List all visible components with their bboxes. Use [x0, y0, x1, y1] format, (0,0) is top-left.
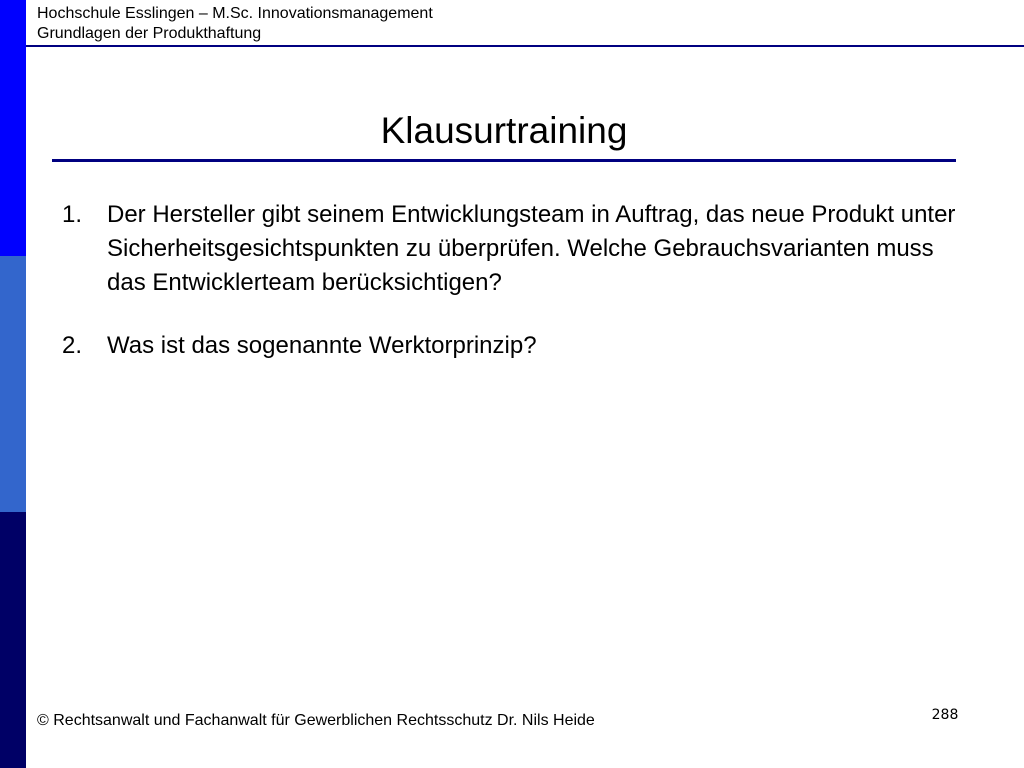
question-text: Der Hersteller gibt seinem Entwicklungsteam in Auftrag, das neue Produkt unter Sicherheitsgesichtspunkten zu überprüfen. Welche Gebrauchsvarianten muss das Entwicklerteam berücksichtigen? — [107, 201, 956, 296]
side-bar-bottom-segment — [0, 512, 26, 768]
header-institution: Hochschule Esslingen – M.Sc. Innovationsmanagement — [37, 5, 433, 22]
question-number: 1. — [62, 201, 83, 228]
title-underline — [52, 159, 956, 162]
question-text: Was ist das sogenannte Werktorprinzip? — [107, 332, 537, 359]
question-list — [62, 198, 962, 392]
slide-header — [37, 4, 433, 44]
footer-copyright: © Rechtsanwalt und Fachanwalt für Gewerblichen Rechtsschutz Dr. Nils Heide — [37, 712, 595, 729]
question-item-2 — [62, 329, 962, 363]
side-bar-top-segment — [0, 0, 26, 256]
side-bar-middle-segment — [0, 256, 26, 512]
header-divider — [26, 45, 1024, 47]
question-item-1 — [62, 198, 962, 300]
slide-title: Klausurtraining — [380, 110, 628, 151]
page-number: 288 — [931, 707, 959, 723]
header-course: Grundlagen der Produkthaftung — [37, 25, 262, 42]
question-number: 2. — [62, 332, 83, 359]
